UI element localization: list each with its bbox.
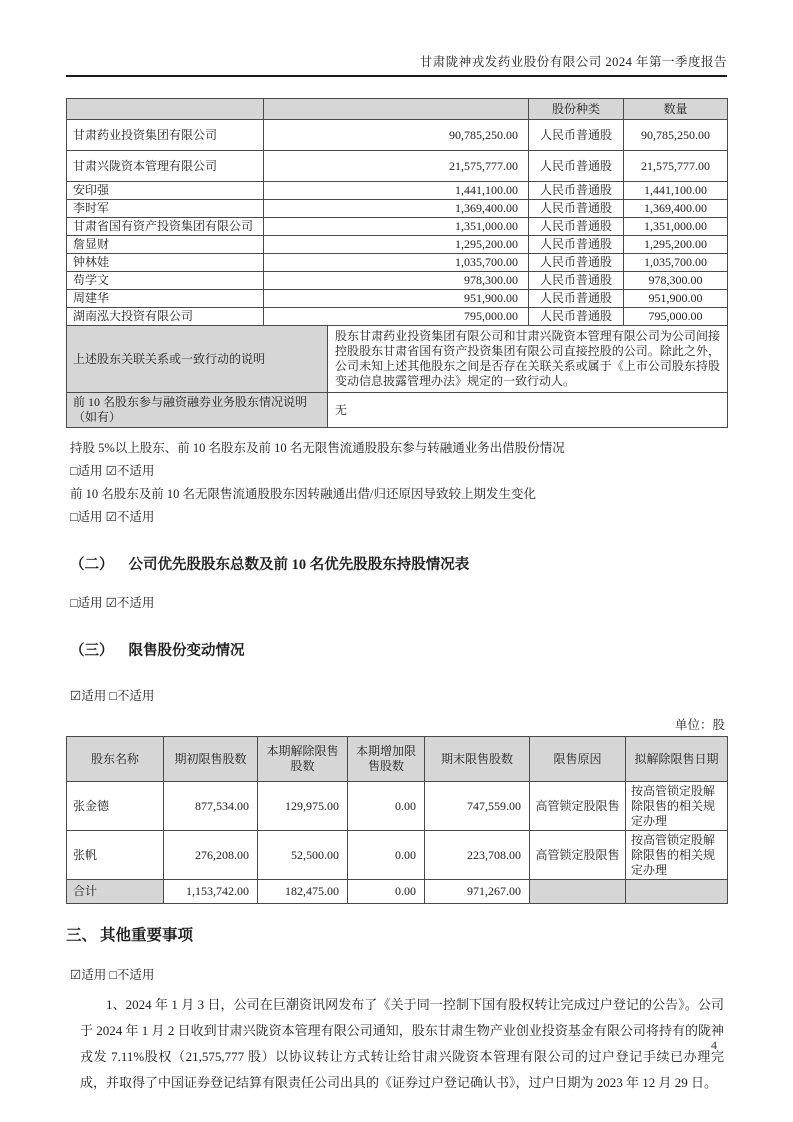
share-type: 人民币普通股 <box>529 120 624 151</box>
total-row <box>67 880 728 904</box>
header-release-date: 拟解除限售日期 <box>626 737 728 782</box>
share-type: 人民币普通股 <box>529 151 624 182</box>
shareholder-name: 李时军 <box>67 200 264 218</box>
total-added: 0.00 <box>348 880 425 904</box>
restricted-shares-table <box>66 736 728 904</box>
section-title: 其他重要事项 <box>100 927 194 944</box>
table-row <box>67 272 728 290</box>
section-restricted-applicable: ☑适用 □不适用 <box>70 689 155 703</box>
shareholder-name: 甘肃兴陇资本管理有限公司 <box>67 151 264 182</box>
table-row <box>67 151 728 182</box>
header-quantity: 数量 <box>624 99 728 120</box>
shareholder-name: 张帆 <box>67 831 164 880</box>
shareholder-name: 钟林娃 <box>67 254 264 272</box>
total-begin: 1,153,742.00 <box>164 880 258 904</box>
shareholder-name: 安印强 <box>67 182 264 200</box>
unit-label: 单位：股 <box>674 718 725 732</box>
restriction-reason: 高管锁定股限售 <box>530 782 626 831</box>
table-row <box>67 120 728 151</box>
header-empty-cell <box>264 99 529 120</box>
shareholder-name: 湖南泓大投资有限公司 <box>67 308 264 326</box>
section-number: 三、 <box>66 927 98 944</box>
section-title: 限售股份变动情况 <box>128 643 245 659</box>
header-empty-cell <box>67 99 264 120</box>
shareholder-value: 795,000.00 <box>264 308 529 326</box>
shareholder-value: 951,900.00 <box>264 290 529 308</box>
report-header-title: 甘肃陇神戎发药业股份有限公司 2024 年第一季度报告 <box>66 0 727 77</box>
relation-label: 上述股东关联关系或一致行动的说明 <box>67 326 328 393</box>
header-reason: 限售原因 <box>530 737 626 782</box>
shareholder-value: 1,295,200.00 <box>264 236 529 254</box>
shareholder-value: 1,441,100.00 <box>264 182 529 200</box>
margin-trading-row <box>67 393 728 428</box>
begin-restricted: 877,534.00 <box>164 782 258 831</box>
total-reason-empty <box>530 880 626 904</box>
table-row <box>67 831 728 880</box>
table-header-row <box>67 99 728 120</box>
restriction-reason: 高管锁定股限售 <box>530 831 626 880</box>
shareholder-value: 978,300.00 <box>264 272 529 290</box>
share-quantity: 1,369,400.00 <box>624 200 728 218</box>
total-plan-empty <box>626 880 728 904</box>
section-preferred-heading <box>70 553 727 574</box>
share-type: 人民币普通股 <box>529 254 624 272</box>
shareholder-value: 1,369,400.00 <box>264 200 529 218</box>
relation-row <box>67 326 728 393</box>
section-preferred-applicable: □适用 ☑不适用 <box>70 596 155 610</box>
shareholder-name: 甘肃省国有资产投资集团有限公司 <box>67 218 264 236</box>
table-row <box>67 290 728 308</box>
lending-change-applicable: □适用 ☑不适用 <box>70 510 155 524</box>
total-end: 971,267.00 <box>425 880 530 904</box>
shareholder-value: 1,035,700.00 <box>264 254 529 272</box>
section-title: 公司优先股股东总数及前 10 名优先股股东持股情况表 <box>128 557 470 573</box>
share-quantity: 1,295,200.00 <box>624 236 728 254</box>
section-other-heading <box>66 923 727 945</box>
table-row <box>67 200 728 218</box>
shareholder-name: 甘肃药业投资集团有限公司 <box>67 120 264 151</box>
other-matters-paragraph: 1、2024 年 1 月 3 日，公司在巨潮资讯网发布了《关于同一控制下国有股权转让完成过户登记的公告》。公司于 2024 年 1 月 2 日收到甘肃兴陇资本管理有限公司通知，股东甘肃生物产业创业投资基金有限公司将持有的陇神戎发 7.11%股权（21,575,777 股）以协议转让方式转让给甘肃兴陇资本管理有限公司的过户登记手续已办理完成，并取得了中国证券登记结算有限责任公司出具的《证券过户登记确认书》，过户日期为 2023 年 12 月 29 日。 <box>80 997 724 1090</box>
added-shares: 0.00 <box>348 782 425 831</box>
lending-note: 持股 5%以上股东、前 10 名股东及前 10 名无限售流通股股东参与转融通业务出借股份情况 <box>70 441 565 455</box>
share-type: 人民币普通股 <box>529 182 624 200</box>
share-quantity: 951,900.00 <box>624 290 728 308</box>
page-number: 4 <box>711 1038 717 1052</box>
margin-trading-label: 前 10 名股东参与融资融券业务股东情况说明（如有） <box>67 393 328 428</box>
share-quantity: 1,351,000.00 <box>624 218 728 236</box>
share-type: 人民币普通股 <box>529 218 624 236</box>
added-shares: 0.00 <box>348 831 425 880</box>
share-quantity: 90,785,250.00 <box>624 120 728 151</box>
table-row <box>67 236 728 254</box>
shareholder-value: 1,351,000.00 <box>264 218 529 236</box>
lending-note-applicable: □适用 ☑不适用 <box>70 464 155 478</box>
shareholder-value: 21,575,777.00 <box>264 151 529 182</box>
share-quantity: 978,300.00 <box>624 272 728 290</box>
share-quantity: 1,035,700.00 <box>624 254 728 272</box>
section-restricted-heading <box>70 639 727 660</box>
page-content <box>66 0 727 1096</box>
header-begin-restricted: 期初限售股数 <box>164 737 258 782</box>
shareholder-name: 詹显财 <box>67 236 264 254</box>
release-plan: 按高管锁定股解除限售的相关规定办理 <box>626 782 728 831</box>
table-row <box>67 782 728 831</box>
share-quantity: 795,000.00 <box>624 308 728 326</box>
shareholder-notes-table <box>66 325 728 428</box>
margin-trading-value: 无 <box>328 393 728 428</box>
relation-text: 股东甘肃药业投资集团有限公司和甘肃兴陇资本管理有限公司为公司间接控股股东甘肃省国有资产投资集团有限公司直接控股的公司。除此之外，公司未知上述其他股东之间是否存在关联关系或属于《上市公司股东持股变动信息披露管理办法》规定的一致行动人。 <box>328 326 728 393</box>
top-shareholders-table <box>66 98 728 326</box>
share-type: 人民币普通股 <box>529 272 624 290</box>
total-label: 合计 <box>67 880 164 904</box>
share-type: 人民币普通股 <box>529 200 624 218</box>
end-restricted: 223,708.00 <box>425 831 530 880</box>
shareholder-value: 90,785,250.00 <box>264 120 529 151</box>
lending-change-note: 前 10 名股东及前 10 名无限售流通股股东因转融通出借/归还原因导致较上期发生变化 <box>70 487 536 501</box>
share-type: 人民币普通股 <box>529 308 624 326</box>
table-row <box>67 182 728 200</box>
section-number: （二） <box>70 557 114 573</box>
begin-restricted: 276,208.00 <box>164 831 258 880</box>
total-released: 182,475.00 <box>258 880 348 904</box>
section-other-applicable: ☑适用 □不适用 <box>70 968 155 982</box>
section-number: （三） <box>70 643 114 659</box>
share-type: 人民币普通股 <box>529 236 624 254</box>
header-end-restricted: 期末限售股数 <box>425 737 530 782</box>
table-row <box>67 254 728 272</box>
share-quantity: 21,575,777.00 <box>624 151 728 182</box>
release-plan: 按高管锁定股解除限售的相关规定办理 <box>626 831 728 880</box>
header-added: 本期增加限售股数 <box>348 737 425 782</box>
header-share-type: 股份种类 <box>529 99 624 120</box>
shareholder-name: 张金德 <box>67 782 164 831</box>
table-row <box>67 218 728 236</box>
table-row <box>67 308 728 326</box>
released-shares: 129,975.00 <box>258 782 348 831</box>
header-released: 本期解除限售股数 <box>258 737 348 782</box>
released-shares: 52,500.00 <box>258 831 348 880</box>
share-type: 人民币普通股 <box>529 290 624 308</box>
table-header-row <box>67 737 728 782</box>
share-quantity: 1,441,100.00 <box>624 182 728 200</box>
end-restricted: 747,559.00 <box>425 782 530 831</box>
shareholder-name: 周建华 <box>67 290 264 308</box>
shareholder-name: 苟学文 <box>67 272 264 290</box>
header-shareholder-name: 股东名称 <box>67 737 164 782</box>
